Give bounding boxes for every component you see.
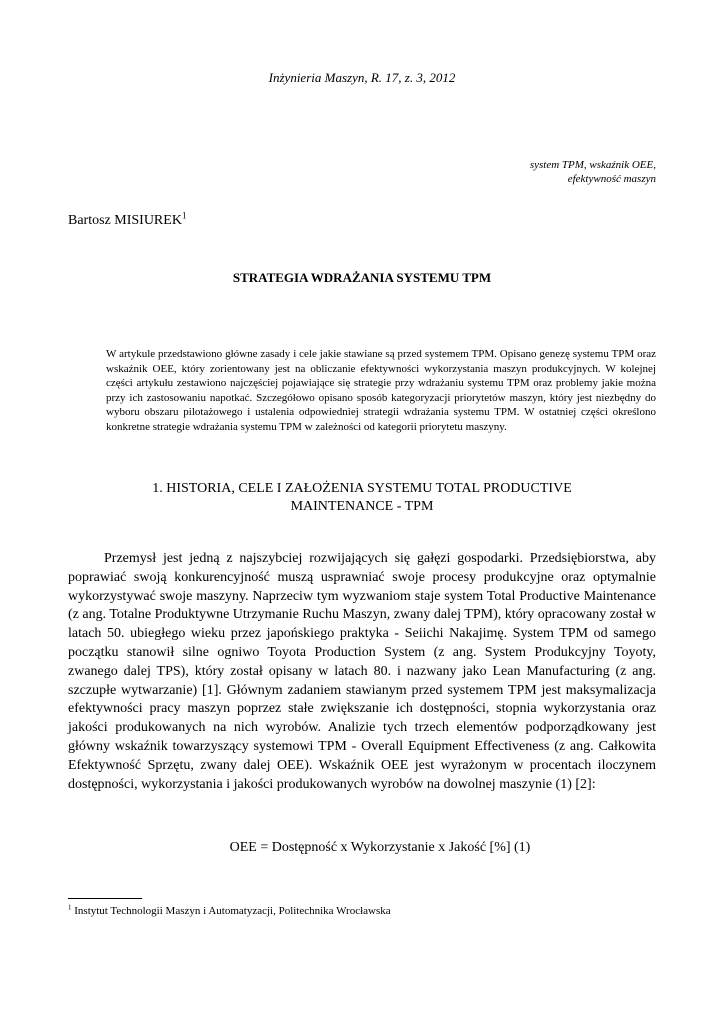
footnote-text: Instytut Technologii Maszyn i Automatyzacji, Politechnika Wrocławska bbox=[71, 905, 391, 917]
footnote-mark: 1 bbox=[68, 903, 72, 912]
author-footnote-mark: 1 bbox=[181, 210, 187, 221]
body-paragraph bbox=[68, 550, 656, 794]
section-heading bbox=[100, 480, 624, 516]
author bbox=[68, 210, 187, 229]
abstract: W artykule przedstawiono główne zasady i cele jakie stawiane są przed systemem TPM. Opisano genezę systemu TPM oraz wskaźnik OEE, który zorientowany jest na obliczanie efektywności wykorzystania maszyn produkcyjnych. W kolejnej części artykułu zestawiono najczęściej pojawiające się strategie przy wdrażaniu systemu TPM oraz problemy jakie można przy ich zastosowaniu napotkać. Szczegółowo opisano sposób kategoryzacji priorytetów maszyn, który jest niezbędny do wyboru obszaru pilotażowego i ustalenia odpowiedniej strategii wdrażania systemu TPM. W ostatniej części określono konkretne strategie wdrażania systemu TPM w zależności od kategorii priorytetu maszyny. bbox=[106, 348, 656, 433]
keywords-line-2: efektywność maszyn bbox=[567, 173, 656, 185]
section-heading-line-1: 1. HISTORIA, CELE I ZAŁOŻENIA SYSTEMU TOTAL PRODUCTIVE bbox=[152, 481, 572, 496]
section-heading-line-2: MAINTENANCE - TPM bbox=[290, 499, 434, 514]
author-name: Bartosz MISIUREK bbox=[68, 213, 182, 228]
journal-header: Inżynieria Maszyn, R. 17, z. 3, 2012 bbox=[268, 70, 456, 85]
footnote-divider bbox=[68, 898, 142, 899]
paper-title: STRATEGIA WDRAŻANIA SYSTEMU TPM bbox=[232, 270, 492, 285]
footnote bbox=[68, 905, 391, 917]
body-paragraph-text: Przemysł jest jedną z najszybciej rozwijających się gałęzi gospodarki. Przedsiębiorstwa, aby poprawiać swoją konkurencyjność muszą usprawniać swoje procesy produkcyjne oraz optymalnie wykorzystywać swoje maszyny. Naprzeciw tym wyzwaniom staje system Total Productive Maintenance (z ang. Totalne Produktywne Utrzymanie Ruchu Maszyn, zwany dalej TPM), który opracowany został w latach 50. ubiegłego wieku przez japońskiego praktyka - Seiichi Nakajimę. System TPM od samego początku stanowił silne ogniwo Toyota Production System (z ang. System Produkcyjny Toyoty, zwanego dalej TPS), który został opisany w latach 80. i nazwany jako Lean Manufacturing (z ang. szczupłe wytwarzanie) [1]. Głównym zadaniem stawianym przed systemem TPM jest maksymalizacja efektywności pracy maszyn poprzez stałe zwiększanie ich dostępności, stopnia wykorzystania oraz jakości produkowanych na nich wyrobów. Analizie tych trzech elementów podporządkowany jest główny wskaźnik towarzyszący systemowi TPM - Overall Equipment Effectiveness (z ang. Całkowita Efektywność Sprzętu, zwany dalej OEE). Wskaźnik OEE jest wyrażonym w procentach iloczynem dostępności, wykorzystania i jakości produkowanych wyrobów na dowolnej maszynie (1) [2]: bbox=[68, 551, 656, 792]
equation: OEE = Dostępność x Wykorzystanie x Jakość [%] (1) bbox=[229, 840, 531, 855]
keywords bbox=[530, 158, 656, 186]
keywords-line-1: system TPM, wskaźnik OEE, bbox=[529, 159, 656, 171]
